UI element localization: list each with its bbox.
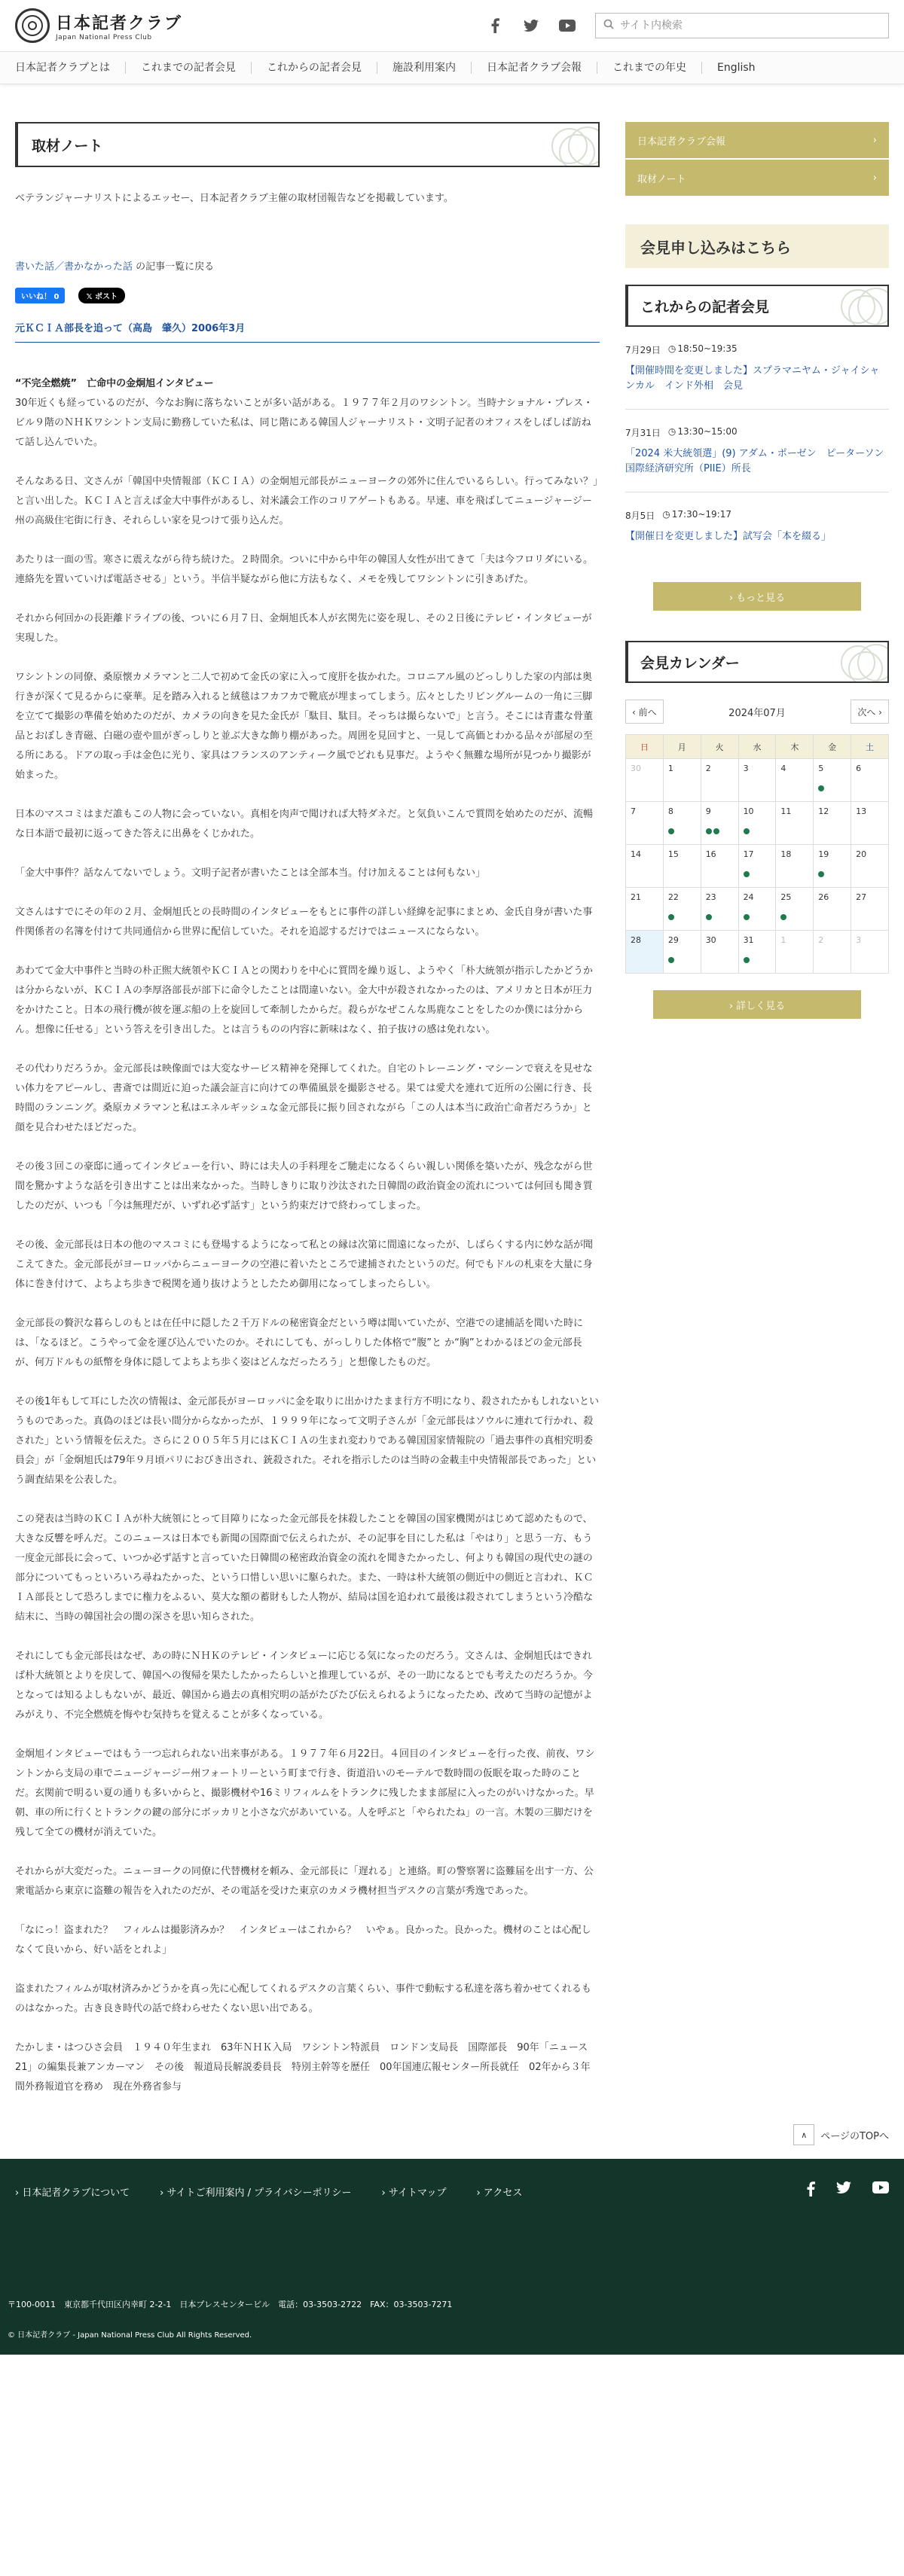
- calendar-weekday: 土: [851, 735, 889, 759]
- calendar-day[interactable]: [738, 845, 776, 888]
- chevron-right-icon: ›: [728, 1000, 737, 1012]
- event-dot-icon: [744, 871, 750, 877]
- nav-item-history[interactable]: これまでの年史: [597, 62, 702, 74]
- event-dots: [744, 957, 771, 963]
- logo-mark-icon: [15, 8, 50, 43]
- event-dot-icon: [818, 871, 824, 877]
- calendar-day-number: 17: [743, 849, 754, 859]
- site-search: [595, 13, 889, 38]
- calendar-day[interactable]: [701, 888, 738, 931]
- article-paragraph: 30年近くも経っているのだが、今なお胸に落ちないことが多い話がある。１９７７年２月のワシントン。当時ナショナル・プレス・ビル９階のＮＨＫワシントン支局に勤務していた私は、同じ階にある韓国人ジャーナリスト・文明子記者のオフィスをしばしば訪ねて話し込んでいた。: [15, 398, 594, 448]
- calendar-day-number: 22: [667, 892, 679, 902]
- calendar-day[interactable]: [776, 759, 814, 802]
- article-paragraph: ワシントンの同僚、桑原懐カメラマンと二人で初めて金氏の家に入って度肝を抜かれた。コロニアル風のどっしりした家の内部は奥行きが深くて見るからに豪華。足を踏み入れると絨毯はフカフカで靴底が埋まってしまう。広々としたリビングルームの一角に三脚を立てて撮影の準備を始めたのだが、カメラの向きを見た金氏が「駄目、駄目。そっちは撮らないで」と言う。そこには青畫な骨董品とおぼしき青磁、白磁の壺や皿がぎっしりと並ぶ大きな飾り棚があった。周囲を見回すと、一見して高価とわかる品々が部屋の至る所にある。ドアの取っ手は金色に光り、家具はフランスのアンティーク風でどれも見事だ。ようやく無難な場所が見つかり撮影が始まった。: [15, 672, 594, 781]
- calendar-day[interactable]: [851, 845, 889, 888]
- footer-link-about[interactable]: [15, 2184, 130, 2199]
- calendar-day-number: 2: [818, 935, 824, 945]
- page-title: 取材ノート: [32, 137, 103, 154]
- main-content: [15, 122, 600, 2117]
- share-buttons: [15, 288, 600, 303]
- calendar-day-number: 5: [818, 764, 824, 773]
- calendar-day-number: 3: [743, 764, 749, 773]
- calendar-day-number: 4: [780, 764, 786, 773]
- search-input[interactable]: [620, 20, 881, 32]
- chevron-right-icon: ›: [476, 2187, 484, 2199]
- article-paragraph: そんなある日、文さんが「韓国中央情報部（ＫＣＩＡ）の金炯旭元部長がニューヨークの郊外に住んでいるらしい。行ってみない？」と言い出した。ＫＣＩＡと言えば金大中事件があるし、対米議会工作のコリアゲートもある。早速、車を飛ばしてニュージャージー州の高級住宅街に行き、それらしい家を見つけて張り込んだ。: [15, 476, 598, 526]
- calendar-day[interactable]: [738, 759, 776, 802]
- event-dot-icon: [713, 828, 719, 834]
- event-dots: [744, 828, 771, 834]
- calendar-day-number: 13: [856, 806, 867, 816]
- calendar-day-number: 7: [631, 806, 636, 816]
- event-dots: [744, 871, 771, 877]
- calendar-nav: [625, 700, 889, 724]
- chevron-right-icon: ›: [15, 2187, 23, 2199]
- footer-social: [806, 2181, 889, 2200]
- article-paragraph: その後、金元部長は日本の他のマスコミにも登場するようになって私との縁は次第に間遠になったが、しばらくする内に妙な話が聞こえてきた。金元部長がヨーロッパからニューヨークの空港に着いたところで逮捕されたというのだ。何でもドルの札束を大量に身体に巻き付けて、よちよち歩きで税関を通り抜けようとしたため御用になってしまったらしい。: [15, 1239, 594, 1290]
- twitter-icon[interactable]: [836, 2181, 851, 2200]
- calendar-day[interactable]: [626, 759, 664, 802]
- calendar-weekday: 日: [626, 735, 664, 759]
- calendar-day-number: 10: [743, 806, 754, 816]
- calendar-day[interactable]: [851, 931, 889, 974]
- calendar-day-number: 15: [667, 849, 679, 859]
- chevron-right-icon: ›: [872, 172, 877, 184]
- calendar-month: 2024年07月: [728, 707, 786, 719]
- event-title-link[interactable]: 「2024 米大統領選」(9) アダム・ポーゼン ピーターソン国際経済研究所（PIIE）所長: [625, 448, 884, 474]
- event-dot-icon: [780, 914, 786, 920]
- sidebar-item-label: 日本記者クラブ会報: [637, 136, 726, 148]
- nav-item-bulletin[interactable]: 日本記者クラブ会報: [472, 62, 597, 74]
- site-logo[interactable]: [15, 8, 182, 43]
- x-post-button[interactable]: 𝕏 ポスト: [78, 288, 125, 303]
- article-body: [15, 374, 600, 2097]
- youtube-icon[interactable]: [872, 2181, 889, 2200]
- calendar-weekday: 木: [776, 735, 814, 759]
- more-events-button[interactable]: [653, 582, 861, 611]
- more-events-label: もっと見る: [736, 592, 786, 604]
- calendar-week: [626, 845, 889, 888]
- calendar-day[interactable]: [738, 802, 776, 845]
- chevron-right-icon: ›: [381, 2187, 389, 2199]
- calendar-day-number: 1: [780, 935, 786, 945]
- event-dots: [668, 828, 696, 834]
- article-subhead: “不完全燃焼” 亡命中の金炯旭インタビュー: [15, 378, 214, 389]
- article-paragraph: この発表は当時のＫＣＩＡが朴大統領にとって目障りになった金元部長を抹殺したことを韓国の国家機関がはじめて認めたもので、大きな反響を呼んだ。このニュースは日本でも新聞の国際面で伝えられたが、その記事を目にした私は「やはり」と思う一方、もう一度金元部長に会って、いつか必ず話すと言っていた日韓間の秘密政治資金の流れを聞きたかったし、何よりも韓国の現代史の謎の部分についてもっといろいろ尋ねたかった、という口惜しい思いに駆られた。また、一時は朴大統領の側近中の側近と言われ、ＫＣＩＡ部長として恐ろしまでに権力をふるい、莫大な額の蓄財もした人物が、結局は国を追われて最後は殺されてしまうという冷酷な結末に、当時の韓国社会の闇の深さを思い知らされた。: [15, 1514, 594, 1623]
- calendar-day-number: 2: [705, 764, 711, 773]
- nav-item-english[interactable]: English: [717, 62, 756, 74]
- chevron-left-icon: ‹: [632, 706, 639, 718]
- calendar-day[interactable]: [626, 845, 664, 888]
- calendar-day-number: 23: [705, 892, 716, 902]
- calendar-day-number: 31: [743, 935, 754, 945]
- author-profile: たかしま・はつひさ会員 １９４０年生まれ 63年ＮＨＫ入局 ワシントン特派員 ロンドン支局長 国際部長 90年「ニュース21」の編集長兼アンカーマン その後 報道局長解説委員長 特別主幹等を歴任 00年国連広報センター所長就任 02年から３年間外務報道官を務め 現在外務省参与: [15, 2042, 591, 2093]
- sidebar-item-bulletin[interactable]: [625, 122, 889, 158]
- article-paragraph: 金炯旭インタビューではもう一つ忘れられない出来事がある。１９７７年６月22日。４回目のインタビューを行った夜、前夜、ワシントンから支局の車でニュージャージー州フォートリーという町まで行き、街道沿いのモーテルで数時間の仮眠を取った時のことだ。玄関前で明るい夏の通りも多いからと、撮影機材や16ミリフィルムをトランクに残したまま部屋に入ったのがいけなかった。早朝、車の所に行くとトランクの鍵の部分にボッカリと小さな穴があいている。人を呼ぶと「やられたね」の一言。木製の三脚だけを残して全ての機材が消えていた。: [15, 1748, 595, 1838]
- calendar-day-number: 28: [631, 935, 641, 945]
- calendar-day[interactable]: [776, 931, 814, 974]
- article-paragraph: 「なにっ！盗まれた？ フィルムは撮影済みか？ インタビューはこれから？ いやぁ。良かった。良かった。機材のことは心配しなくて良いから、好い話をとれよ」: [15, 1925, 591, 1956]
- calendar-day[interactable]: [776, 845, 814, 888]
- calendar-day-number: 26: [818, 892, 829, 902]
- calendar-day[interactable]: [851, 802, 889, 845]
- event-time: 13:30~15:00: [677, 426, 738, 437]
- article-paragraph: その後３回この豪邸に通ってインタビューを行い、時には夫人の手料理をご馳走になるくらい親しい関係を築いたが、残念ながら世間を驚かすような話を引き出すことは出来なかった。当時しきりに取り沙汰された日韓間の政治資金の流れについては何回も聞き質したのだが、いつも「今は無理だが、いずれ必ず話す」という約束だけで終わってしまった。: [15, 1161, 593, 1212]
- site-header: [0, 0, 904, 51]
- event-dots: [780, 914, 808, 920]
- event-dots: [706, 828, 734, 834]
- calendar-day[interactable]: [776, 802, 814, 845]
- event-date: 8月5日: [625, 511, 655, 521]
- calendar-week: [626, 802, 889, 845]
- calendar-day[interactable]: [814, 845, 851, 888]
- calendar-header: [625, 641, 889, 683]
- page-header: [15, 122, 600, 167]
- upcoming-title: これからの記者会見: [640, 298, 770, 316]
- header-decoration-icon: [835, 644, 889, 683]
- apply-banner[interactable]: [625, 224, 889, 268]
- event-dot-icon: [706, 914, 712, 920]
- calendar-day[interactable]: [814, 931, 851, 974]
- calendar-day[interactable]: [663, 931, 701, 974]
- nav-item-about[interactable]: 日本記者クラブとは: [15, 62, 126, 74]
- event-dot-icon: [818, 785, 824, 791]
- event-date: 7月31日: [625, 428, 661, 438]
- calendar-day-number: 25: [780, 892, 792, 902]
- calendar-day-number: 1: [667, 764, 673, 773]
- calendar-grid: [625, 734, 889, 974]
- page-top-link[interactable]: [0, 2124, 889, 2145]
- main-nav: [0, 51, 904, 84]
- calendar-day[interactable]: [701, 802, 738, 845]
- page-intro: ベテランジャーナリストによるエッセー、日本記者クラブ主催の取材団報告などを掲載しています。: [15, 193, 454, 204]
- event-dots: [668, 914, 696, 920]
- calendar-week: [626, 888, 889, 931]
- calendar-day[interactable]: [663, 888, 701, 931]
- facebook-like-button[interactable]: いいね！ 0: [15, 288, 65, 303]
- calendar-weekday: 金: [814, 735, 851, 759]
- backlink: [15, 258, 600, 273]
- calendar-day[interactable]: [851, 888, 889, 931]
- calendar-day-number: 20: [856, 849, 867, 859]
- event-title-link[interactable]: 【開催時間を変更しました】スプラマニヤム・ジャイシャンカル インド外相 会見: [625, 365, 880, 392]
- calendar-day-number: 6: [856, 764, 862, 773]
- prev-label: 前へ: [638, 706, 657, 718]
- event-date: 7月29日: [625, 345, 661, 355]
- article-paragraph: あたりは一面の雪。寒さに震えながら待ち続けた。２時間余。ついに中から中年の韓国人女性が出てきて「夫は今フロリダにいる。連絡先を置いていけば電話させる」という。半信半疑ながら他に方法もなく、メモを残してワシントンに引きあげた。: [15, 554, 594, 585]
- calendar-weekday: 火: [701, 735, 738, 759]
- calendar-day[interactable]: [663, 802, 701, 845]
- event-dot-icon: [668, 914, 674, 920]
- calendar-next-button[interactable]: [851, 700, 889, 724]
- facebook-icon[interactable]: [487, 17, 503, 34]
- facebook-icon[interactable]: [806, 2181, 815, 2200]
- event-dots: [706, 914, 734, 920]
- footer-link-privacy[interactable]: [160, 2184, 351, 2199]
- search-icon[interactable]: [603, 19, 614, 32]
- article-paragraph: その後1年もして耳にした次の情報は、金元部長がヨーロッパに金を取りに出かけたまま行方不明になり、殺されたかもしれないというものであった。真偽のほどは長い間分からなかったが、１９９９年になって文明子さんが「金元部長はソウルに連れて行かれ、殺された」という情報を伝えた。さらに２００５年５月にはＫＣＩＡの生まれ変わりである韓国国家情報院の「過去事件の真相究明委員会」が「金炯旭氏は79年９月頃パリにおびき出され、銃殺された。それを指示したのは当時の金載圭中央情報部長であった」という調査結果を公表した。: [15, 1396, 600, 1486]
- calendar-day-number: 30: [705, 935, 716, 945]
- footer-link-label: アクセス: [483, 2187, 523, 2199]
- calendar-day[interactable]: [738, 888, 776, 931]
- footer-address: 〒100-0011 東京都千代田区内幸町 2-2-1 日本プレスセンタービル 電話：03-3503-2722 FAX：03-3503-7271: [8, 2300, 453, 2309]
- calendar-day-number: 18: [780, 849, 792, 859]
- calendar-day[interactable]: [626, 888, 664, 931]
- next-label: 次へ: [857, 706, 876, 718]
- sidebar-item-label: 取材ノート: [637, 173, 686, 185]
- event-dots: [818, 785, 846, 791]
- footer-link-label: サイトマップ: [388, 2187, 447, 2199]
- chevron-right-icon: ›: [728, 592, 737, 604]
- clock-icon: ◷: [667, 343, 676, 354]
- calendar-day[interactable]: [814, 888, 851, 931]
- calendar-day[interactable]: [626, 931, 664, 974]
- event-dots: [818, 871, 846, 877]
- calendar-day-number: 9: [705, 806, 711, 816]
- calendar-day-number: 3: [856, 935, 862, 945]
- event-dot-icon: [744, 957, 750, 963]
- logo-title: 日本記者クラブ: [56, 13, 183, 33]
- footer-link-label: サイトご利用案内 / プライバシーポリシー: [166, 2187, 352, 2199]
- calendar-day[interactable]: [663, 845, 701, 888]
- header-decoration-icon: [835, 288, 889, 327]
- sidebar: [625, 122, 889, 2117]
- article-paragraph: 金元部長の贅沢な暮らしのもとは在任中に隠した２千万ドルの秘密資金だという噂は聞いていたが、空港での逮捕話を聞いた時には、「なるほど。こうやって金を運び込んでいたのか。それにしても、がっしりした体格で“腹”と か“胸”とわかるほどの金元部長が、何万ドルもの紙幣を身体に隠してよちよち歩く姿はどんなだったろう」と想像したものだ。: [15, 1318, 584, 1368]
- event-dot-icon: [744, 828, 750, 834]
- article-paragraph: それから何回かの長距離ドライブの後、ついに６月７日、金炯旭氏本人が玄関先に姿を現し、その２日後にテレビ・インタビューが実現した。: [15, 613, 592, 644]
- calendar-day-number: 8: [667, 806, 673, 816]
- chevron-up-icon: ∧: [793, 2124, 814, 2145]
- article-title: 元ＫＣＩＡ部長を追って（高島 肇久）2006年3月: [15, 320, 600, 343]
- calendar-day[interactable]: [626, 802, 664, 845]
- calendar-day[interactable]: [701, 759, 738, 802]
- footer-links: [15, 2159, 889, 2224]
- sidebar-item-reporting-notes[interactable]: [625, 160, 889, 196]
- calendar-day-number: 14: [631, 849, 641, 859]
- event-dot-icon: [668, 828, 674, 834]
- clock-icon: ◷: [662, 509, 670, 520]
- calendar-day[interactable]: [701, 845, 738, 888]
- site-footer: [0, 2159, 904, 2355]
- nav-item-upcoming-conferences[interactable]: これからの記者会見: [252, 62, 377, 74]
- article-paragraph: その代わりだろうか。金元部長は映像面では大変なサービス精神を発揮してくれた。自宅のトレーニング・マシーンで衰えを見せない体力をアピールし、書斎では間近に迫った議会証言に向けての準備風景を撮影させる。果ては愛犬を連れて近所の公園に行き、長時間のランニング。桑原カメラマンと私はエネルギッシュな金元部長に振り回されながら「この人は本当に政治亡命者だろうか」と顔を見合わせたほどだった。: [15, 1063, 593, 1133]
- chevron-right-icon: ›: [160, 2187, 167, 2199]
- calendar-day[interactable]: [701, 931, 738, 974]
- copyright: © 日本記者クラブ - Japan National Press Club All Rights Reserved.: [8, 2331, 252, 2340]
- article-paragraph: あわてて金大中事件と当時の朴正煕大統領やＫＣＩＡとの関わりを中心に質問を繰り返し、ようやく「朴大統領が指示したかどうかは分からないが、ＫＣＩＡの李厚洛部長が部下に命令したことは間違いない。金大中が殺されなかったのは、アメリカと日本が圧力をかけたこと。日本の飛行機が彼を運ぶ船の上を旋回して牽制したからだ。殺らがなぜこんな馬鹿なことをしたのか僕には分からん。想像に任せる」という答えを引き出した。とは言うものの内容に新味はなく、拍子抜けの感は免れない。: [15, 965, 594, 1035]
- calendar-day[interactable]: [663, 759, 701, 802]
- event-dot-icon: [668, 957, 674, 963]
- calendar-day-number: 12: [818, 806, 829, 816]
- sidebar-menu: [625, 122, 889, 196]
- calendar-weekday: 月: [663, 735, 701, 759]
- nav-item-past-conferences[interactable]: これまでの記者会見: [126, 62, 252, 74]
- event-title-link[interactable]: 【開催日を変更しました】試写会「本を綴る」: [625, 531, 832, 542]
- article-paragraph: それからが大変だった。ニューヨークの同僚に代替機材を頼み、金元部長に「遅れる」と連絡。町の警察署に盗難届を出す一方、公衆電話から東京に盗難の報告を入れたのだが、その電話を受けた東京のカメラ機材担当デスクの言葉が秀逸であった。: [15, 1866, 594, 1897]
- article-paragraph: 日本のマスコミはまだ誰もこの人物に会っていない。真相を肉声で聞ければ大特ダネだ。と気負いこんで質問を始めたのだが、流暢な日本語で最初に返ってきた答えに出鼻をくじかれた。: [15, 809, 594, 840]
- article-paragraph: 「金大中事件？話なんてないでしょう。文明子記者が書いたことは全部本当。付け加えることは何もない」: [15, 867, 486, 879]
- calendar-weekday: 水: [738, 735, 776, 759]
- calendar-day[interactable]: [776, 888, 814, 931]
- calendar-title: 会見カレンダー: [640, 654, 740, 672]
- calendar-day-number: 11: [780, 806, 792, 816]
- nav-item-facilities[interactable]: 施設利用案内: [377, 62, 472, 74]
- footer-link-access[interactable]: [476, 2184, 522, 2199]
- article-paragraph: 盗まれたフィルムが取材済みかどうかを真っ先に心配してくれるデスクの言葉くらい、事件で動転する私達を落ち着かせてくれるものはなかった。古き良き時代の話で終わらせたくない思い出である。: [15, 1983, 591, 2014]
- event-dots: [744, 914, 771, 920]
- chevron-right-icon: ›: [872, 134, 877, 146]
- calendar-day[interactable]: [814, 759, 851, 802]
- logo-subtitle: Japan National Press Club: [56, 33, 152, 41]
- calendar-day-number: 16: [705, 849, 716, 859]
- calendar-day-number: 21: [631, 892, 641, 902]
- event-item: [625, 410, 889, 492]
- twitter-icon[interactable]: [523, 17, 539, 34]
- event-dot-icon: [706, 828, 712, 834]
- apply-banner-label: 会見申し込みはこちら: [640, 238, 791, 257]
- footer-link-label: 日本記者クラブについて: [22, 2187, 130, 2199]
- backlink-category-link[interactable]: 書いた話／書かなかった話: [15, 261, 133, 273]
- calendar-detail-button[interactable]: [653, 990, 861, 1019]
- calendar-day[interactable]: [738, 931, 776, 974]
- backlink-text: の記事一覧に戻る: [136, 261, 215, 273]
- chevron-right-icon: ›: [875, 706, 882, 718]
- header-decoration-icon: [545, 125, 600, 167]
- calendar-day-number: 24: [743, 892, 754, 902]
- detail-label: 詳しく見る: [736, 1000, 786, 1012]
- event-item: [625, 327, 889, 410]
- calendar-day[interactable]: [851, 759, 889, 802]
- event-time: 17:30~19:17: [671, 509, 731, 520]
- article-paragraph: 文さんはすでにその年の２月、金炯旭氏との長時間のインタビューをもとに事件の詳しい経緯を記事にまとめ、金氏自身が書いた事件関係者の名簿を付けて共同通信から世界に配信していた。それを追認するだけではニュースにならない。: [15, 907, 593, 937]
- clock-icon: ◷: [667, 426, 676, 437]
- calendar-week: [626, 759, 889, 802]
- calendar-prev-button[interactable]: [625, 700, 664, 724]
- article-paragraph: それにしても金元部長はなぜ、あの時にＮＨＫのテレビ・インタビューに応じる気になったのだろう。文さんは、金炯旭氏はできれば朴大統領とよりを戻して、韓国への復帰を果たしたかったらしいと推理しているが、その一助になるとでも考えたのだろうか。今となっては知るよしもないが、最近、韓国から過去の真相究明の話がたびたび伝えられるようになったため、改めて当時の記憶がよみがえり、不完全燃焼を悔やむ気持ちを覚えることが多くなっている。: [15, 1651, 593, 1721]
- calendar-day-number: 27: [856, 892, 867, 902]
- event-dots: [668, 957, 696, 963]
- calendar-day-number: 29: [667, 935, 679, 945]
- calendar-day-number: 19: [818, 849, 829, 859]
- upcoming-header: [625, 285, 889, 327]
- calendar-day[interactable]: [814, 802, 851, 845]
- calendar-week: [626, 931, 889, 974]
- event-time: 18:50~19:35: [677, 343, 738, 354]
- event-dot-icon: [744, 914, 750, 920]
- youtube-icon[interactable]: [559, 17, 576, 34]
- event-item: [625, 492, 889, 559]
- footer-link-sitemap[interactable]: [382, 2184, 447, 2199]
- calendar-day-number: 30: [631, 764, 641, 773]
- page-top-label: ページのTOPへ: [820, 2130, 889, 2142]
